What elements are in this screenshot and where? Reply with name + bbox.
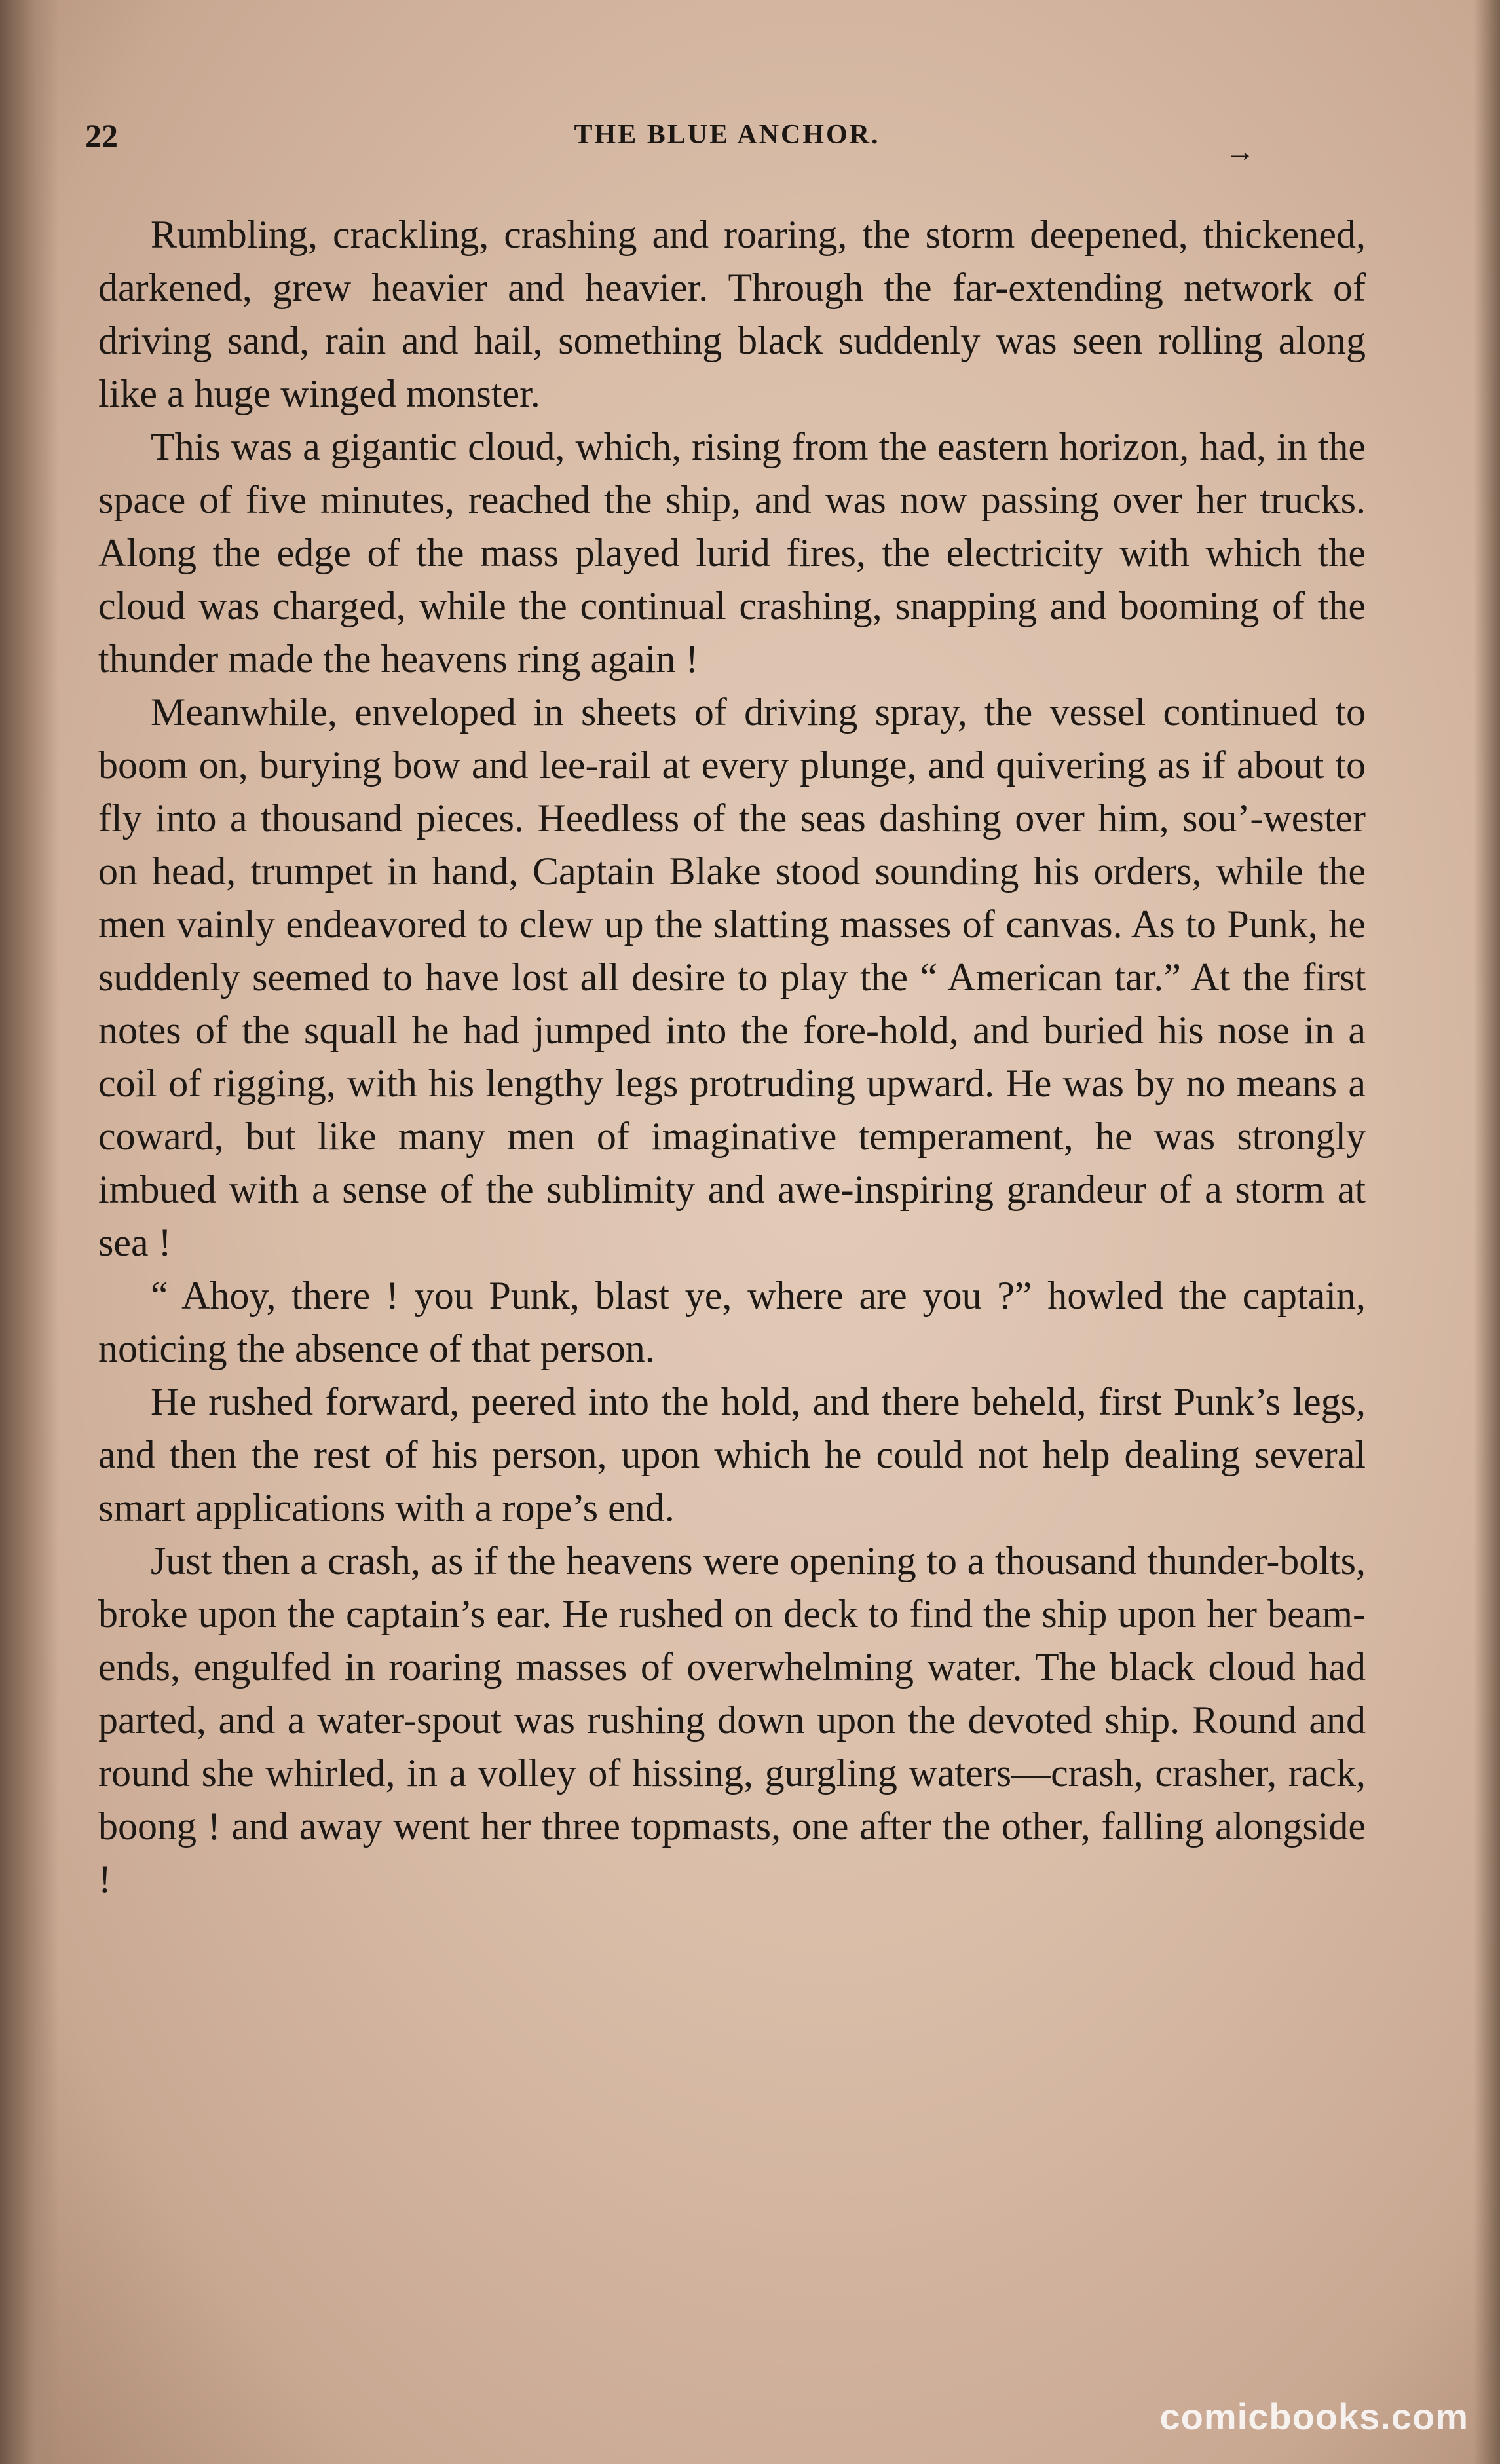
running-head xyxy=(85,117,1369,168)
paragraph-4: “ Ahoy, there ! you Punk, blast ye, where are you ?” howled the captain, noticing the absence of that person. xyxy=(98,1274,1366,1370)
paragraph-1: Rumbling, crackling, crashing and roaring, the storm deepened, thickened, darkened, grew heavier and heavier. Through the far-extending network of driving sand, rain and hail, something black suddenly was seen rolling along like a huge winged monster. xyxy=(98,213,1366,415)
paragraph-5: He rushed forward, peered into the hold, and there beheld, first Punk’s legs, and then the rest of his person, upon which he could not help dealing several smart applications with a rope’s end. xyxy=(98,1380,1366,1529)
site-watermark: comicbooks.com xyxy=(1159,2396,1469,2437)
body-text xyxy=(98,208,1366,1906)
paragraph-6: Just then a crash, as if the heavens were opening to a thousand thunder-bolts, broke upon the captain’s ear. He rushed on deck to find the ship upon her beam-ends, engulfed in roaring masses of overwhelming water. The black cloud had parted, and a water-spout was rushing down upon the devoted ship. Round and round she whirled, in a volley of hissing, gurgling waters—crash, crasher, rack, boong ! and away went her three topmasts, one after the other, falling alongside ! xyxy=(98,1539,1366,1901)
printer-mark: → xyxy=(1225,134,1255,168)
page-number: 22 xyxy=(85,117,118,154)
paragraph-3: Meanwhile, enveloped in sheets of driving spray, the vessel continued to boom on, burying bow and lee-rail at every plunge, and quivering as if about to fly into a thousand pieces. Heedless of the seas dashing over him, sou’-wester on head, trumpet in hand, Captain Blake stood sounding his orders, while the men vainly endeavored to clew up the slatting masses of canvas. As to Punk, he suddenly seemed to have lost all desire to play the “ American tar.” At the first notes of the squall he had jumped into the fore-hold, and buried his nose in a coil of rigging, with his lengthy legs protruding upward. He was by no means a coward, but like many men of imaginative temperament, he was strongly imbued with a sense of the sublimity and awe-inspiring grandeur of a storm at sea ! xyxy=(98,690,1366,1264)
book-title: THE BLUE ANCHOR. xyxy=(574,120,880,150)
paragraph-2: This was a gigantic cloud, which, rising from the eastern horizon, had, in the space of five minutes, reached the ship, and was now passing over her trucks. Along the edge of the mass played lurid fires, the electricity with which the cloud was charged, while the continual crashing, snapping and booming of the thunder made the heavens ring again ! xyxy=(98,425,1366,681)
